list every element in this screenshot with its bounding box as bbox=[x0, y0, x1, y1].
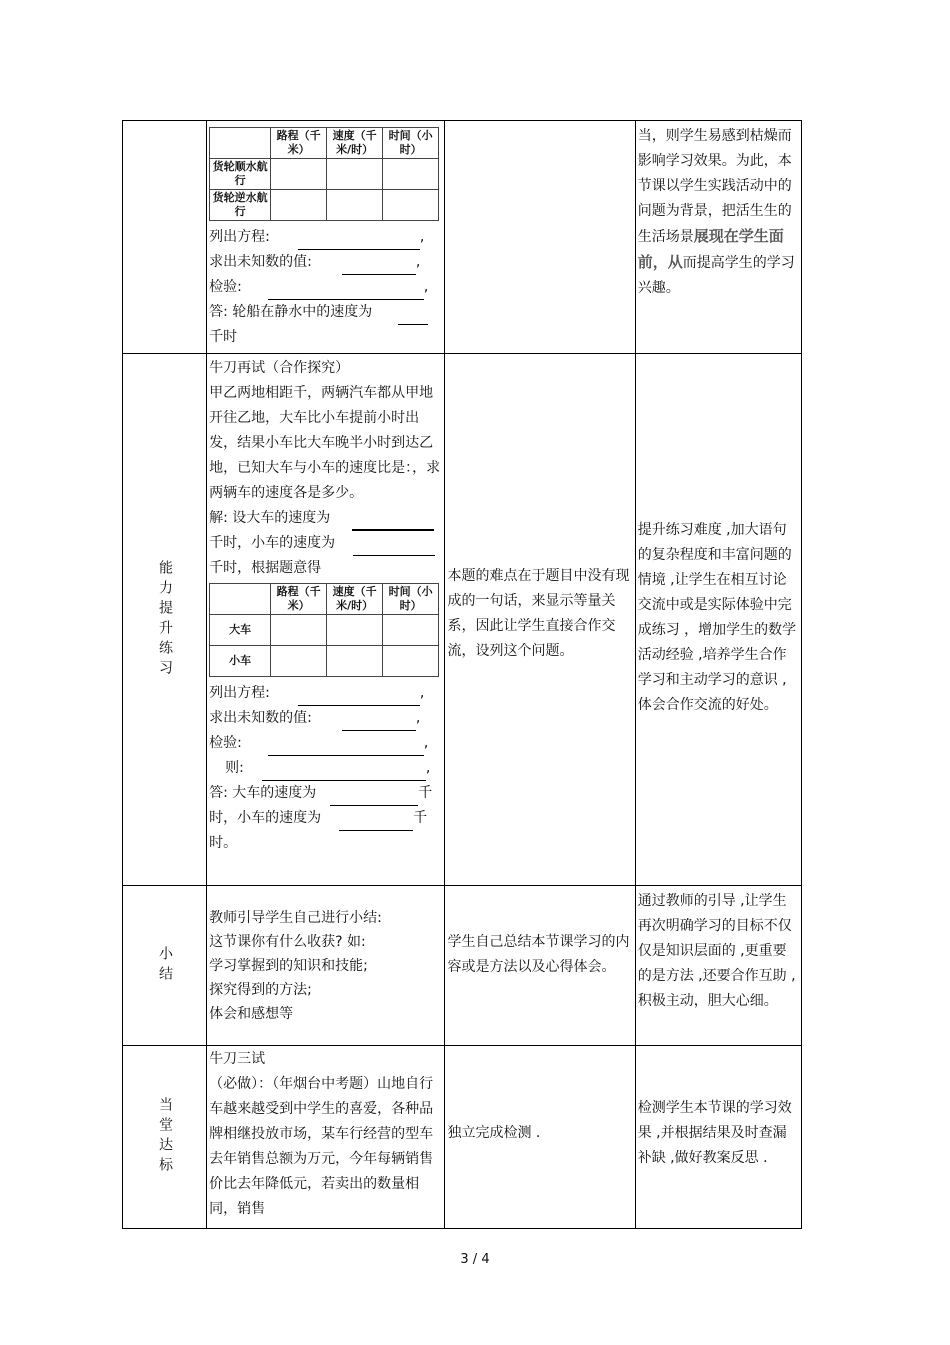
comma: , bbox=[423, 735, 429, 751]
answer-blank bbox=[268, 741, 424, 756]
answer-blank bbox=[268, 285, 424, 300]
comma: , bbox=[419, 685, 425, 701]
design-intent-text: 提升练习难度 ,加大语句的复杂程度和丰富问题的情境 ,让学生在相互讨论交流中或是实际体验中完成练习 ，增加学生的数学活动经验 ,培养学生合作学习和主动学习的意识 ,体会合作交流的好处。 bbox=[637, 521, 797, 713]
design-intent-emphasis-tail: ，从 bbox=[652, 253, 683, 271]
section-label: 能力提升练习 bbox=[157, 559, 174, 680]
page-number: 3 / 4 bbox=[460, 1252, 490, 1267]
answer-blank bbox=[398, 310, 428, 325]
equation-label: 列出方程: bbox=[209, 685, 270, 701]
table-cell bbox=[383, 646, 439, 677]
exercise-problem: 甲乙两地相距千，两辆汽车都从甲地开往乙地，大车比小车提前小时出发，结果小车比大车晚半小时到达乙地，已知大车与小车的速度比是：，求两辆车的速度各是多少。 bbox=[209, 385, 441, 501]
then-line bbox=[209, 756, 442, 781]
summary-line: 体会和感想等 bbox=[209, 1005, 294, 1022]
table-cell bbox=[383, 190, 439, 221]
solution-line bbox=[209, 531, 442, 556]
answer-blank bbox=[353, 541, 435, 556]
section-cell bbox=[123, 1046, 207, 1229]
student-activity-cell bbox=[445, 886, 635, 1046]
table-cell bbox=[327, 190, 383, 221]
check-line bbox=[209, 731, 442, 756]
table-header: 路程（千米） bbox=[271, 584, 327, 615]
check-label: 检验: bbox=[209, 279, 242, 295]
table-cell bbox=[327, 615, 383, 646]
design-intent-cell bbox=[635, 121, 801, 354]
answer-unit: 千 bbox=[413, 810, 428, 826]
answer-line bbox=[209, 806, 442, 831]
answer-blank bbox=[342, 260, 416, 275]
table-header: 速度（千米/时） bbox=[327, 584, 383, 615]
student-activity-text: 本题的难点在于题目中没有现成的一句话，来显示等量关系，因此让学生直接合作交流，设列这个问题。 bbox=[447, 567, 630, 659]
table-cell bbox=[327, 159, 383, 190]
table-cell bbox=[271, 190, 327, 221]
summary-line: 这节课你有什么收获? 如: bbox=[209, 933, 366, 950]
table-row-label: 大车 bbox=[210, 615, 271, 646]
comma: , bbox=[425, 760, 431, 776]
comma: , bbox=[415, 254, 421, 270]
summary-line: 学习掌握到的知识和技能; bbox=[209, 957, 368, 974]
answer-blank bbox=[352, 515, 434, 531]
design-intent-text-cont: 而提高学生的学习兴趣。 bbox=[637, 255, 795, 296]
section-label: 当堂达标 bbox=[157, 1097, 174, 1177]
design-intent-text: 检测学生本节课的学习效果 ,并根据结果及时查漏补缺 ,做好教案反思 . bbox=[637, 1099, 792, 1166]
design-intent-cell bbox=[635, 1046, 801, 1229]
section-cell-empty bbox=[123, 121, 207, 354]
answer-blank bbox=[330, 791, 418, 806]
table-header: 时间（小时） bbox=[383, 584, 439, 615]
answer-tail: 时。 bbox=[209, 835, 238, 851]
answer-blank bbox=[298, 691, 420, 706]
table-row-label: 货轮逆水航行 bbox=[210, 190, 271, 221]
row-in-class-assessment bbox=[123, 1046, 802, 1229]
section-cell bbox=[123, 354, 207, 886]
equation-line bbox=[209, 225, 442, 250]
answer-unit: 千 bbox=[418, 785, 433, 801]
table-cell bbox=[271, 615, 327, 646]
student-activity-cell bbox=[445, 1046, 635, 1229]
summary-cell bbox=[207, 886, 445, 1046]
solve-line bbox=[209, 706, 442, 731]
solution-text: 千时，根据题意得 bbox=[209, 560, 322, 576]
boat-table bbox=[209, 127, 439, 221]
assessment-title: 牛刀三试 bbox=[209, 1051, 266, 1067]
answer-blank bbox=[339, 816, 413, 831]
section-label: 小结 bbox=[157, 945, 174, 986]
table-row-label: 小车 bbox=[210, 646, 271, 677]
answer-line bbox=[209, 781, 442, 806]
then-label: 则: bbox=[225, 760, 244, 776]
table-header bbox=[210, 584, 271, 615]
design-intent-text: 通过教师的引导 ,让学生再次明确学习的目标不仅仅是知识层面的 ,更重要的是方法 ,还要合作互助 ,积极主动，胆大心细。 bbox=[637, 893, 796, 1009]
table-row-label: 货轮顺水航行 bbox=[210, 159, 271, 190]
equation-label: 列出方程: bbox=[209, 229, 270, 245]
table-cell bbox=[271, 159, 327, 190]
comma: , bbox=[423, 279, 429, 295]
table-header: 路程（千米） bbox=[271, 128, 327, 159]
design-intent-emphasis: 展现在学生面前 bbox=[637, 227, 784, 271]
design-intent-text: 当，则学生易感到枯燥而影响学习效果。为此，本节课以学生实践活动中的问题为背景，把活生生的生活场景 bbox=[637, 128, 792, 245]
assessment-cell bbox=[207, 1046, 445, 1229]
row-ability-practice bbox=[123, 354, 802, 886]
solution-text: 解: 设大车的速度为 bbox=[209, 510, 331, 526]
answer-blank bbox=[298, 235, 420, 250]
exercise-title: 牛刀再试（合作探究） bbox=[209, 360, 350, 376]
assessment-problem: （必做）：（年烟台中考题）山地自行车越来越受到中学生的喜爱，各种品牌相继投放市场，某车行经营的型车去年销售总额为万元，今年每辆销售价比去年降低元，若卖出的数量相同，销售 bbox=[209, 1076, 434, 1217]
table-cell bbox=[271, 646, 327, 677]
equation-line bbox=[209, 681, 442, 706]
section-cell bbox=[123, 886, 207, 1046]
car-table bbox=[209, 583, 439, 677]
comma: , bbox=[419, 229, 425, 245]
answer-label: 答: 大车的速度为 bbox=[209, 785, 317, 801]
row-continued-exercise bbox=[123, 121, 802, 354]
solution-line bbox=[209, 506, 442, 531]
exercise-cell bbox=[207, 121, 445, 354]
comma: , bbox=[415, 710, 421, 726]
lesson-plan-table bbox=[122, 120, 802, 1229]
answer-label: 时，小车的速度为 bbox=[209, 810, 322, 826]
table-header bbox=[210, 128, 271, 159]
summary-line: 教师引导学生自己进行小结: bbox=[209, 909, 382, 926]
check-label: 检验: bbox=[209, 735, 242, 751]
solve-label: 求出未知数的值: bbox=[209, 710, 312, 726]
student-activity-text: 学生自己总结本节课学习的内容或是方法以及心得体会。 bbox=[447, 933, 630, 975]
student-activity-text: 独立完成检测 . bbox=[447, 1124, 541, 1141]
design-intent-cell bbox=[635, 354, 801, 886]
student-activity-cell bbox=[445, 354, 635, 886]
table-cell bbox=[383, 615, 439, 646]
summary-line: 探究得到的方法; bbox=[209, 981, 312, 998]
answer-blank bbox=[342, 716, 416, 731]
table-header: 时间（小时） bbox=[383, 128, 439, 159]
solve-line bbox=[209, 250, 442, 275]
table-cell bbox=[383, 159, 439, 190]
answer-label: 答: 轮船在静水中的速度为 bbox=[209, 304, 373, 320]
row-summary bbox=[123, 886, 802, 1046]
design-intent-cell bbox=[635, 886, 801, 1046]
solution-text: 千时，小车的速度为 bbox=[209, 535, 336, 551]
solve-label: 求出未知数的值: bbox=[209, 254, 312, 270]
answer-line bbox=[209, 300, 442, 325]
check-line bbox=[209, 275, 442, 300]
answer-blank bbox=[262, 766, 426, 781]
table-cell bbox=[327, 646, 383, 677]
table-header: 速度（千米/时） bbox=[327, 128, 383, 159]
answer-unit: 千时 bbox=[209, 329, 238, 345]
exercise-cell bbox=[207, 354, 445, 886]
student-activity-cell-empty bbox=[445, 121, 635, 354]
